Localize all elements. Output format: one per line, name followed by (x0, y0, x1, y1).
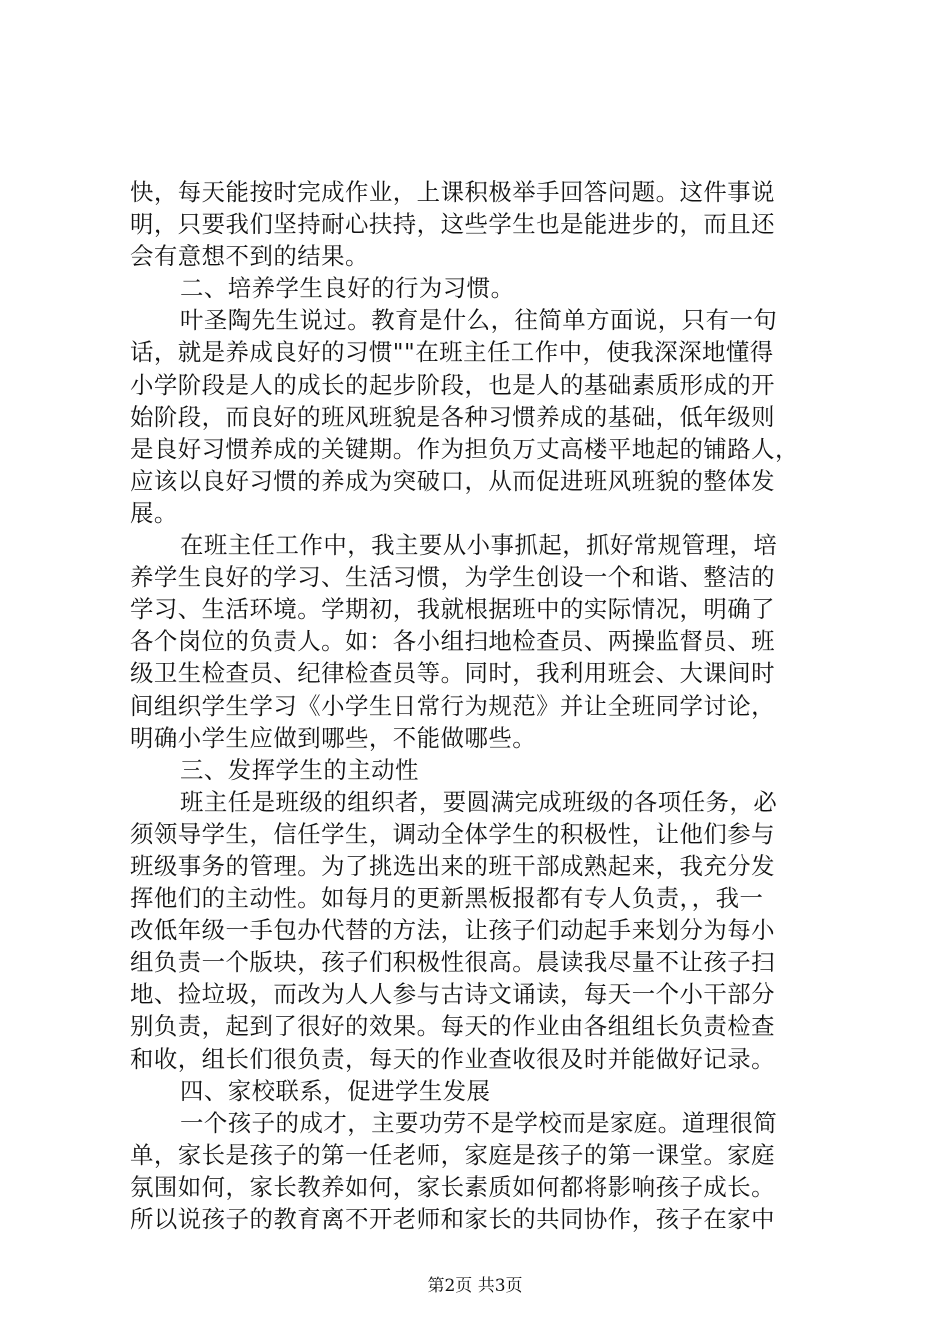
text-line: 明，只要我们坚持耐心扶持，这些学生也是能进步的，而且还 (130, 210, 776, 239)
text-line: 养学生良好的学习、生活习惯，为学生创设一个和谐、整洁的 (130, 563, 776, 592)
text-line: 小学阶段是人的成长的起步阶段，也是人的基础素质形成的开 (130, 370, 776, 399)
text-line: 间组织学生学习《小学生日常行为规范》并让全班同学讨论， (130, 691, 776, 720)
text-line: 三、发挥学生的主动性 (180, 755, 419, 784)
text-line: 所以说孩子的教育离不开老师和家长的共同协作，孩子在家中 (130, 1205, 776, 1233)
text-line: 组负责一个版块，孩子们积极性很高。晨读我尽量不让孩子扫 (130, 948, 776, 977)
text-line: 应该以良好习惯的养成为突破口，从而促进班风班貌的整体发 (130, 466, 776, 495)
text-line: 明确小学生应做到哪些，不能做哪些。 (130, 723, 537, 752)
text-line: 级卫生检查员、纪律检查员等。同时，我利用班会、大课间时 (130, 659, 776, 688)
text-line: 是良好习惯养成的关键期。作为担负万丈高楼平地起的铺路人， (130, 434, 799, 463)
text-line: 各个岗位的负责人。如：各小组扫地检查员、两操监督员、班 (130, 627, 776, 656)
text-line: 会有意想不到的结果。 (130, 242, 369, 271)
text-line: 话，就是养成良好的习惯""在班主任工作中，使我深深地懂得 (130, 338, 774, 367)
text-line: 挥他们的主动性。如每月的更新黑板报都有专人负责，，我一 (130, 884, 764, 913)
text-line: 展。 (130, 498, 178, 527)
text-line: 别负责，起到了很好的效果。每天的作业由各组组长负责检查 (130, 1012, 776, 1041)
text-line: 始阶段，而良好的班风班貌是各种习惯养成的基础，低年级则 (130, 402, 776, 431)
text-line: 快，每天能按时完成作业，上课积极举手回答问题。这件事说 (130, 178, 776, 206)
text-line: 在班主任工作中，我主要从小事抓起，抓好常规管理，培 (180, 531, 778, 560)
text-line: 学习、生活环境。学期初，我就根据班中的实际情况，明确了 (130, 595, 776, 624)
body-text (130, 176, 830, 1235)
text-line: 改低年级一手包办代替的方法，让孩子们动起手来划分为每小 (130, 916, 776, 945)
text-line: 一个孩子的成才，主要功劳不是学校而是家庭。道理很简 (180, 1108, 778, 1137)
text-line: 四、家校联系，促进学生发展 (180, 1076, 491, 1105)
text-line: 班主任是班级的组织者，要圆满完成班级的各项任务，必 (180, 787, 778, 816)
text-line: 班级事务的管理。为了挑选出来的班干部成熟起来，我充分发 (130, 851, 776, 880)
text-line: 二、培养学生良好的行为习惯。 (180, 274, 515, 303)
page-footer: 第2页 共3页 (427, 1276, 523, 1296)
text-line: 叶圣陶先生说过。教育是什么，往简单方面说，只有一句 (180, 306, 778, 335)
text-line: 和收，组长们很负责，每天的作业查收很及时并能做好记录。 (130, 1044, 776, 1073)
text-line: 氛围如何，家长教养如何，家长素质如何都将影响孩子成长。 (130, 1172, 776, 1201)
text-line: 单，家长是孩子的第一任老师，家庭是孩子的第一课堂。家庭 (130, 1140, 776, 1169)
text-line: 须领导学生，信任学生，调动全体学生的积极性，让他们参与 (130, 819, 776, 848)
text-line: 地、捡垃圾，而改为人人参与古诗文诵读，每天一个小干部分 (130, 980, 776, 1009)
